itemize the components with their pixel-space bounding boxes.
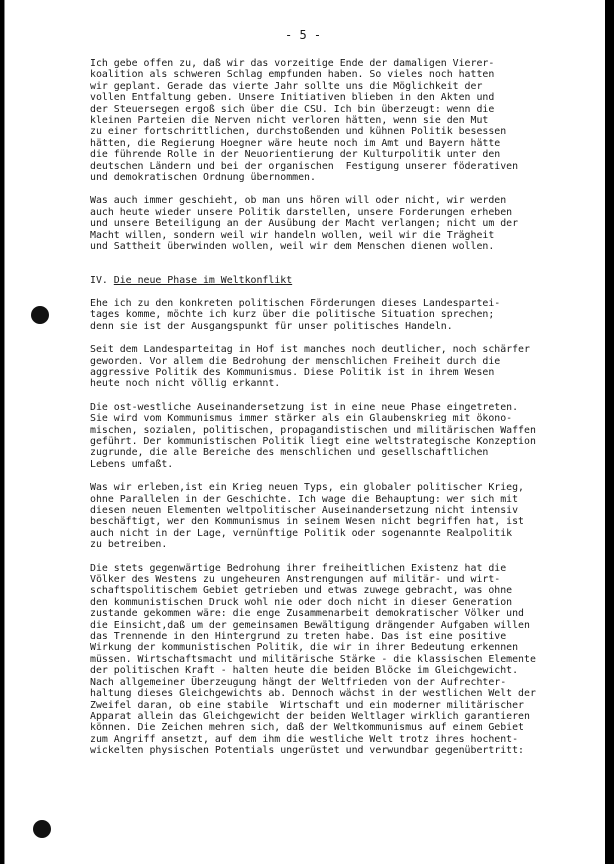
section-number: IV. [90,274,108,286]
paragraph: Seit dem Landesparteitag in Hof ist manches noch deutlicher, noch schärfer geworden. Vor allem die Bedrohung der menschlichen Freiheit durch die aggressive Politik des Kommunismus. Diese Politik ist in ihrem Wesen heute noch nicht völlig erkannt. [90,344,530,390]
document-page [4,0,610,864]
paragraph: Ich gebe offen zu, daß wir das vorzeitige Ende der damaligen Vierer- koalition als schweren Schlag empfunden haben. So vieles noch hatten wir geplant. Gerade das vierte Jahr sollte uns die Möglichkeit der vollen Entfaltung geben. Unsere Initiativen blieben in den Akten und der Steuersegen ergoß sich über die CSU. Ich bin überzeugt: wenn die kleinen Parteien die Nerven nicht verloren hätten, wenn sie den Mut zu einer fortschrittlichen, durchstoßenden und kühnen Politik besessen hätten, die Regierung Hoegner wäre heute noch im Amt und Bayern hätte die führende Rolle in der Neuorientierung der Kulturpolitik unter den deutschen Ländern und bei der organischen Festigung unserer föderativen und demokratischen Ordnung übernommen. [90,58,519,184]
document-body [90,58,590,757]
scan-edge [605,0,610,864]
paragraph: Ehe ich zu den konkreten politischen Förderungen dieses Landespartei- tages komme, möchte ich kurz über die politische Situation sprechen; denn sie ist der Ausgangspunkt für unser politisches Handeln. [90,297,501,332]
paragraph: Was wir erleben,ist ein Krieg neuen Typs, ein globaler politischer Krieg, ohne Parallelen in der Geschichte. Ich wage die Behauptung: wer sich mit diesen neuen Elementen weltpolitischer Auseinandersetzung nicht intensiv beschäftigt, wer den Kommunismus in seinem Wesen nicht begriffen hat, ist auch nicht in der Lage, vernünftige Politik oder sogenannte Realpolitik zu betreiben. [90,482,525,551]
page-number: - 5 - [285,28,322,42]
paragraph: Die ost-westliche Auseinandersetzung ist in eine neue Phase eingetreten. Sie wird vom Kommunismus immer stärker als ein Glaubenskrieg mit ökono- mischen, sozialen, politischen, propagandistischen und militärischen Waffen geführt. Der kommunistischen Politik liegt eine weltstrategische Konzeption zugrunde, die alle Bereiche des menschlichen und gesellschaftlichen Lebens umfaßt. [90,401,536,470]
paragraph: Was auch immer geschieht, ob man uns hören will oder nicht, wir werden auch heute wieder unsere Politik darstellen, unsere Forderungen erheben und unsere Beteiligung an der Ausübung der Macht verlangen; nicht um der Macht willen, sondern weil wir handeln wollen, weil wir die Trägheit und Sattheit überwinden wollen, weil wir dem Menschen dienen wollen. [90,195,519,253]
binder-hole [33,820,51,838]
paragraph: Die stets gegenwärtige Bedrohung ihrer freiheitlichen Existenz hat die Völker des Westens zu ungeheuren Anstrengungen auf militär- und wirt- schaftspolitischem Gebiet getrieben und etwas zuwege gebracht, was ohne den kommunistischen Druck wohl nie oder doch nicht in dieser Generation zustande gekommen wäre: die enge Zusammenarbeit demokratischer Völker und die Einsicht,daß um der gemeinsamen Bewältigung drängender Aufgaben willen das Trennende in den Hintergrund zu treten habe. Das ist eine positive Wirkung der kommunistischen Politik, die wir in ihrer Bedeutung erkennen müssen. Wirtschaftsmacht und militärische Stärke - die klassischen Elemente der politischen Kraft - halten heute die beiden Blöcke im Gleichgewicht. Nach allgemeiner Überzeugung hängt der Weltfrieden von der Aufrechter- haltung dieses Gleichgewichts ab. Dennoch wächst in der westlichen Welt der Zweifel daran, ob eine stabile Wirtschaft und ein moderner militärischer Apparat allein das Gleichgewicht der beiden Weltlager wirklich garantieren können. Die Zeichen mehren sich, daß der Weltkommunismus auf einem Gebiet zum Angriff ansetzt, auf dem ihm die westliche Welt trotz ihres hochent- wickelten physischen Potentials ungerüstet und verwundbar gegenübertritt: [90,562,536,757]
section-title: Die neue Phase im Weltkonflikt [113,274,293,286]
section-heading [90,275,590,286]
binder-hole [31,306,49,324]
